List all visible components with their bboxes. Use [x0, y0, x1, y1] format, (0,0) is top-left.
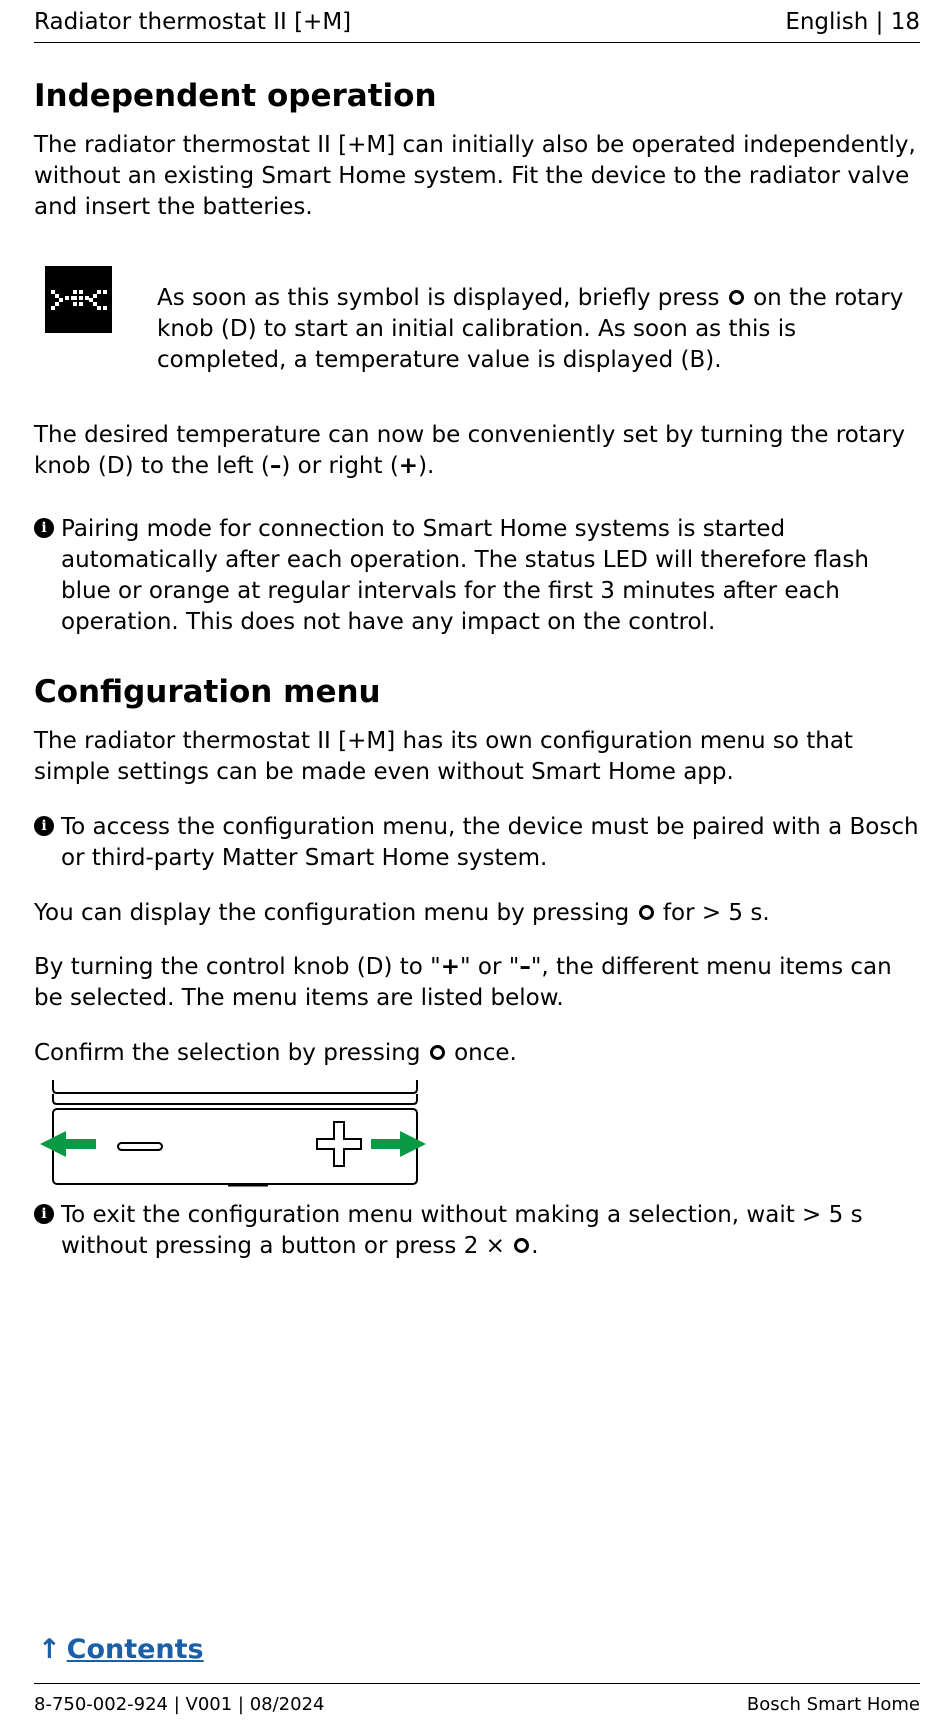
contents-link-label[interactable]: Contents	[66, 1634, 204, 1665]
temperature-instruction	[34, 420, 920, 482]
pairing-required-text: To access the configuration menu, the device must be paired with a Bosch or third-party Matter Smart Home system.	[61, 814, 919, 871]
contents-link[interactable]	[38, 1632, 204, 1668]
document-id: 8-750-002-924 | V001 | 08/2024	[34, 1694, 325, 1715]
info-icon: i	[34, 518, 54, 538]
display-text-part2: for > 5 s.	[662, 900, 770, 926]
calibration-text-part1: As soon as this symbol is displayed, briefly press	[157, 285, 720, 311]
knob-button-icon	[514, 1238, 529, 1253]
turn-text-part3: ", the different menu items can be selected. The menu items are listed below.	[34, 954, 892, 1011]
info-icon: i	[34, 1204, 54, 1224]
turn-text-part1: By turning the control knob (D) to "	[34, 954, 441, 980]
page-header	[34, 4, 920, 43]
plus-symbol: +	[398, 453, 419, 479]
temperature-text-part3: ).	[418, 453, 435, 479]
calibration-instruction	[157, 283, 920, 376]
independent-operation-heading: Independent operation	[34, 78, 437, 114]
document-title: Radiator thermostat II [+M]	[34, 9, 352, 35]
minus-symbol: –	[269, 453, 282, 479]
temperature-text-part1: The desired temperature can now be conveniently set by turning the rotary knob (D) to the left (	[34, 422, 905, 479]
pairing-note	[34, 514, 920, 638]
display-text-part1: You can display the configuration menu by pressing	[34, 900, 630, 926]
temperature-text-part2: ) or right (	[281, 453, 399, 479]
page-info: English | 18	[785, 9, 920, 35]
confirm-text-part1: Confirm the selection by pressing	[34, 1040, 421, 1066]
control-knob-diagram	[38, 1076, 428, 1192]
knob-button-icon	[430, 1045, 445, 1060]
exit-text-part1: To exit the configuration menu without making a selection, wait > 5 s without pressing a button or press 2 ×	[61, 1202, 863, 1259]
minus-symbol: –	[519, 954, 531, 980]
display-menu-instruction	[34, 898, 920, 929]
knob-button-icon	[639, 905, 654, 920]
turn-text-part2: " or "	[460, 954, 520, 980]
knob-button-icon	[729, 290, 744, 305]
page-footer	[34, 1683, 920, 1714]
plus-symbol: +	[440, 954, 461, 980]
confirm-instruction	[34, 1038, 920, 1069]
left-turn-arrow-icon	[40, 1131, 96, 1157]
info-icon: i	[34, 816, 54, 836]
configuration-menu-heading: Configuration menu	[34, 674, 381, 710]
manual-page	[34, 0, 920, 1728]
exit-menu-text	[61, 1200, 920, 1262]
pairing-required-note	[34, 812, 920, 874]
configuration-intro: The radiator thermostat II [+M] has its own configuration menu so that simple settings can be made even without Smart Home app.	[34, 728, 853, 785]
up-arrow-icon: ↑	[38, 1634, 61, 1665]
brand-name: Bosch Smart Home	[746, 1694, 920, 1715]
calibration-text-part2: on the rotary knob (D) to start an initial calibration. As soon as this is completed, a temperature value is displayed (B).	[157, 285, 904, 373]
turn-knob-instruction	[34, 952, 920, 1014]
exit-text-part2: .	[531, 1233, 539, 1259]
independent-intro: The radiator thermostat II [+M] can initially also be operated independently, without an existing Smart Home system. Fit the device to the radiator valve and insert the batteries.	[34, 132, 916, 220]
confirm-text-part2: once.	[454, 1040, 517, 1066]
pairing-note-text: Pairing mode for connection to Smart Home systems is started automatically after each operation. The status LED will therefore flash blue or orange at regular intervals for the first 3 minutes after each operation. This does not have any impact on the control.	[61, 516, 869, 635]
exit-menu-note	[34, 1200, 920, 1262]
calibration-symbol-icon	[45, 266, 112, 333]
